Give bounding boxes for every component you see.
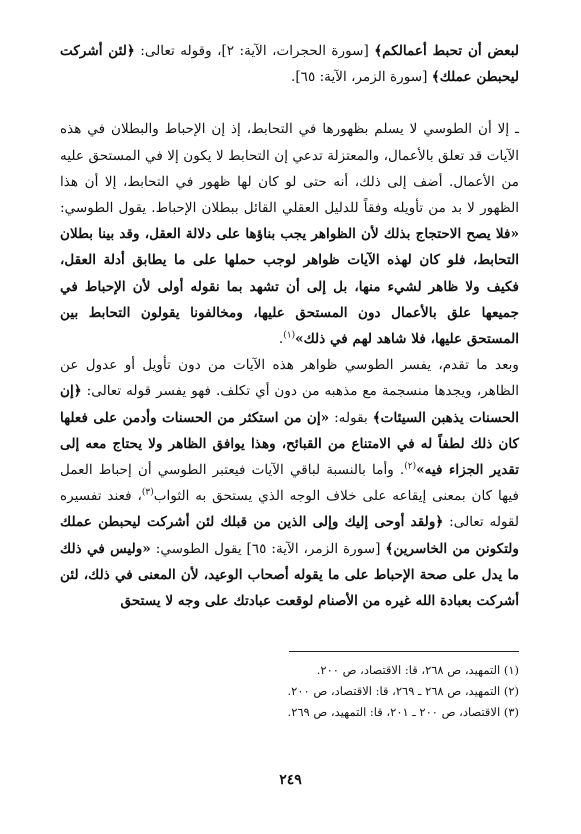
page-number: ٢٤٩: [279, 772, 302, 788]
footnote-ref-2[interactable]: (٢): [404, 461, 417, 472]
footnote-ref-3[interactable]: (٣): [141, 487, 154, 498]
quran-verse: ﴿ولقد أوحى إليك وإلى الذين من قبلك لئن أشركت ليحبطن عملك ولتكونن من الخاسرين﴾: [60, 514, 519, 557]
quran-verse: لبعض أن تحبط أعمالكم﴾: [374, 43, 519, 59]
body-text: وبعد ما تقدم، يفسر الطوسي ظواهر هذه الآيات من دون تأويل أو عدول عن الظاهر، ويجدها منسجمة مع مذهبه من دون أي تكلف. فهو يفسر قوله تعالى:: [60, 357, 519, 400]
paragraph-1: [60, 38, 519, 90]
footnote-1: (١) التمهيد، ص ٢٦٨، قا: الاقتصاد، ص ٢٠٠.: [316, 663, 519, 677]
citation: [سورة الزمر، الآية: ٦٥] يقول الطوسي:: [150, 540, 386, 557]
footnote-3: (٣) الاقتصاد، ص ٢٠٠ ـ ٢٠١، قا: التمهيد، ص ٢٦٩.: [287, 705, 519, 719]
footnotes: [60, 660, 519, 723]
paragraph-2: [60, 116, 519, 352]
paragraph-gap: [60, 90, 519, 116]
tusi-quote: «وليس في ذلك ما يدل على صحة الإحباط على ما يقوله أصحاب الوعيد، لأن المعنى في ذلك، لئن أشركت بعبادة الله غيره من الأصنام لوقعت عبادتك على وجه لا يستحق: [60, 540, 519, 610]
body-text: بقوله:: [329, 409, 373, 426]
footnote-divider: [289, 651, 519, 652]
footnote-2: (٢) التمهيد، ص ٢٦٨ ـ ٢٦٩، قا: الاقتصاد، ص ٢٠٠.: [287, 684, 519, 698]
body-text: . وأما بالنسبة لباقي الآيات فيعتبر الطوسي أن إحباط العمل فيها كان بمعنى إيقاعه على خلاف الوجه الذي يستحق به الثواب: [60, 462, 519, 505]
body-text: ، فعند تفسيره لقوله تعالى:: [60, 488, 520, 531]
paragraph-3: [60, 352, 519, 614]
quran-verse: ﴿إن الحسنات يذهبن السيئات﴾: [60, 383, 519, 426]
quran-verse: ﴿لئن أشركت ليحبطن عملك﴾: [60, 43, 519, 86]
body-text: .: [278, 331, 284, 348]
body-text: ـ إلا أن الطوسي لا يسلم بظهورها في التحابط، إذ إن الإحباط والبطلان في هذه الآيات قد تعلق بالأعمال، والمعتزلة تدعي إن التحابط لا يكون إلا في المستحق عليه من الأعمال. أضف إلى ذلك، أنه حتى لو كان لها ظهور في التحابط، إلا أن هذا الظهور لا بد من تأويله وفقاً للدليل العقلي القائل ببطلان الإحباط. يقول الطوسي:: [60, 121, 519, 217]
citation: [سورة الحجرات، الآية: ٢]، وقوله تعالى:: [134, 43, 375, 59]
tusi-quote: «إن من استكثر من الحسنات وأدمن على فعلها كان ذلك لطفاً له في الامتناع من القبائح، وهذا يوافق الظاهر ولا يحتاج معه إلى تقدير الجزاء فيه»: [60, 409, 519, 479]
tusi-quote: «فلا يصح الاحتجاج بذلك لأن الظواهر يجب بناؤها على دلالة العقل، وقد بينا بطلان التحابط، فلو كان لهذه الآيات ظواهر لوجب حملها على ما يطابق أدلة العقل، فكيف ولا ظاهر لشيء منها، بل إلى أن تشهد بما نقوله أولى لأن الإحباط في جميعها علق بالأعمال دون المستحق عليها، ومخالفونا يقولون التحابط بين المستحق عليها، فلا شاهد لهم في ذلك»: [60, 226, 519, 348]
citation: [سورة الزمر، الآية: ٦٥].: [291, 69, 432, 86]
footnote-ref-1[interactable]: (١): [283, 330, 296, 341]
